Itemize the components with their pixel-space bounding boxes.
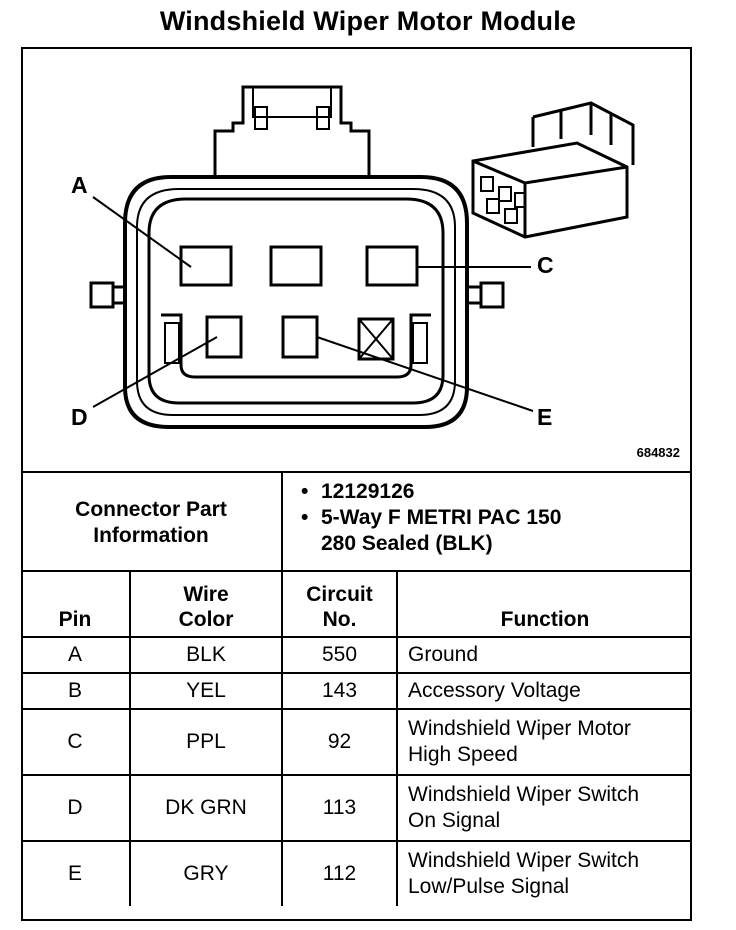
info-label-line2: Information (93, 523, 209, 547)
latch (215, 87, 369, 177)
cell-function: Windshield Wiper Switch Low/Pulse Signal (397, 841, 692, 906)
connector-perspective-sketch (473, 103, 633, 237)
cell-circuit: 143 (282, 673, 397, 709)
connector-face-drawing (21, 47, 692, 471)
cell-wire-color: YEL (130, 673, 282, 709)
pin-label-e: E (537, 404, 553, 430)
cell-pin: C (21, 709, 130, 775)
cell-function: Accessory Voltage (397, 673, 692, 709)
page-title: Windshield Wiper Motor Module (159, 6, 577, 36)
table-row (21, 673, 692, 709)
bullet-icon: • (301, 506, 309, 529)
pin-cavity-c (367, 247, 417, 285)
info-label-line1: Connector Part (75, 497, 227, 521)
pin-label-c: C (537, 252, 554, 278)
connector-part-info-list (283, 473, 692, 572)
table-row (21, 775, 692, 841)
table-header-row (21, 571, 692, 637)
pin-label-d: D (71, 404, 88, 430)
drawing-number: 684832 (636, 445, 680, 460)
connector-diagram (21, 47, 692, 471)
header-pin: Pin (21, 571, 130, 637)
cell-function: Windshield Wiper Switch On Signal (397, 775, 692, 841)
connector-outer-shell (125, 177, 467, 427)
cell-circuit: 550 (282, 637, 397, 673)
cell-wire-color: PPL (130, 709, 282, 775)
pin-cavity-b (271, 247, 321, 285)
cell-circuit: 92 (282, 709, 397, 775)
leader-a (93, 197, 191, 267)
cell-pin: B (21, 673, 130, 709)
connector-part-info-label (21, 473, 283, 572)
table-row (21, 637, 692, 673)
bullet-icon: • (301, 480, 309, 503)
pin-table (21, 570, 692, 906)
leader-e (317, 337, 533, 411)
header-circuit-no: Circuit No. (282, 571, 397, 637)
info-item: • 12129126 (301, 480, 415, 503)
cell-circuit: 112 (282, 841, 397, 906)
cell-function: Windshield Wiper Motor High Speed (397, 709, 692, 775)
cell-pin: E (21, 841, 130, 906)
header-function: Function (397, 571, 692, 637)
cell-pin: A (21, 637, 130, 673)
cell-circuit: 113 (282, 775, 397, 841)
info-item: • 5-Way F METRI PAC 150 (301, 506, 562, 529)
pin-cavity-d (207, 317, 241, 357)
table-row (21, 841, 692, 906)
cell-wire-color: BLK (130, 637, 282, 673)
header-wire-color: Wire Color (130, 571, 282, 637)
cell-wire-color: GRY (130, 841, 282, 906)
cell-function: Ground (397, 637, 692, 673)
connector-part-info (21, 471, 692, 572)
table-row (21, 709, 692, 775)
info-item-continued: 280 Sealed (BLK) (321, 532, 493, 555)
cell-pin: D (21, 775, 130, 841)
cell-wire-color: DK GRN (130, 775, 282, 841)
pin-label-a: A (71, 172, 88, 198)
pin-cavity-e (283, 317, 317, 357)
